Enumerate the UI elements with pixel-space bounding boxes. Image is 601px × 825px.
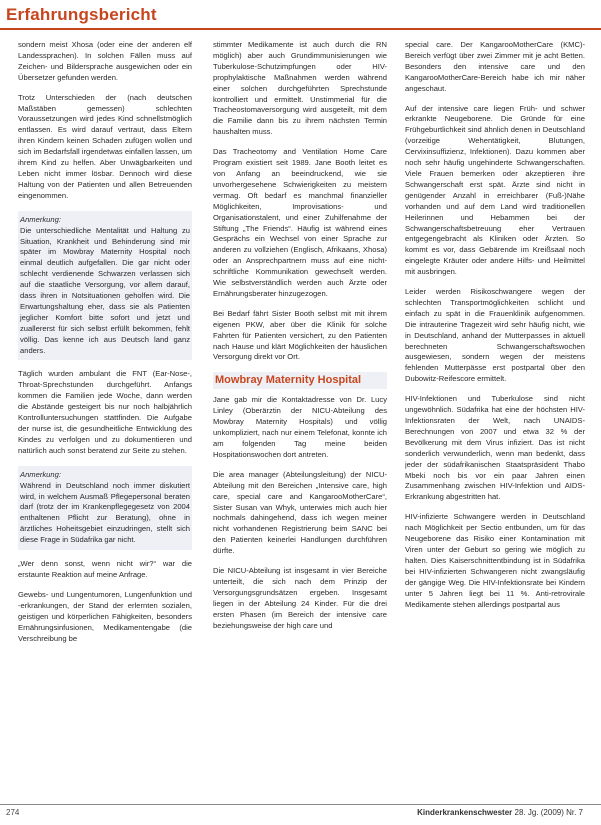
paragraph: Die NICU-Abteilung ist insgesamt in vier Bereiche unterteilt, die sich nach dem Prinzip der Versorgungsgrundsätzen ergeben. Insgesamt liegen in der Abteilung 24 Kinder. Für die drei ersten Phasen (im Bereich der intensive care beziehungsweise der high care und [213,566,387,630]
paragraph: HIV-infizierte Schwangere werden in Deutschland nach Möglichkeit per Sectio entbunden, um für das Neugeborene das Risiko einer Kontamination mit Viren unter der Geburt so gering wie möglich zu halten. Dies Kaiserschnittentbindung ist in Südafrika bei HIV-infizierten Schwangeren nicht zwangsläufig der gängige Weg. Die HIV-Infektionsrate bei Kindern unter 5 Jahren liegt bei 11 %. Anti-retrovirale Medikamente stehen allerdings postpartal aus [405,512,585,609]
note-block [18,211,192,361]
note-label: Anmerkung: [20,469,61,479]
note-block [18,466,192,550]
text-column-2 [213,40,387,800]
text-column-1 [18,40,192,800]
text-column-3 [405,40,585,800]
journal-footer [417,808,583,817]
note-text: Während in Deutschland noch immer diskutiert wird, in welchem Ausmaß Pflegepersonal beraten darf (trotz der im Krankenpflegegesetz von 2004 enthaltenen Pflicht zur Beratung), ohne in ärztliches Hoheitsgebiet einzudringen, stellt sich diese Frage in Südafrika gar nicht. [20,480,190,545]
note-text: Die unterschiedliche Mentalität und Haltung zu Situation, Krankheit und Behinderung sind mir später im Mowbray Maternity Hospital noch einmal deutlich aufgefallen. Die gar nicht oder schlecht verdienende Schwarzen verlassen sich auf die staatliche Versorgung, vor allem darauf, dass ihren in Notsituationen geholfen wird. Die Erwartungshaltung eher, dass sie als Patienten jeglicher Komfort bitte sofort und jetzt und zuallererst für sich selbst erfüllt bekommen, fehlt völlig. Das kenne ich aus Deutsch land ganz anders. [20,225,190,355]
subheading: Mowbray Maternity Hospital [213,372,387,389]
journal-name: Kinderkrankenschwester [417,808,513,817]
paragraph: HIV-Infektionen und Tuberkulose sind nicht ungewöhnlich. Südafrika hat eine der höchsten HIV-Infektionsraten der Welt, nach UNAIDS-Berechnungen von 2007 und etwa 32 % der Bevölkerung mit dem Virus infiziert. Das ist nicht sonderlich verwunderlich, wenn man bedenkt, dass jeder der südafrikanischen Staatspräsident Thabo Mbeki noch bis vor ein paar Jahren einen Zusammenhang zwischen HIV-Infektion und AIDS-Erkrankung abgestritten hat. [405,394,585,502]
paragraph: Die area manager (Abteilungsleitung) der NICU-Abteilung mit den Bereichen „Intensive care, high care, special care and KangarooMotherCare“, Sister Susan van Whyk, unterwies mich auch hier nochmals dahingehend, dass ich wegen meiner nicht vorhandenen Registrierung beim SANC bei den Patienten keinerlei Handlungen durchführen dürfte. [213,469,387,556]
paragraph: special care. Der KangarooMotherCare (KMC)-Bereich verfügt über zwei Zimmer mit je acht Betten. Besonders den intensive care und den KangarooMotherCare-Bereich habe ich mir näher angeschaut. [405,40,585,93]
paragraph: Das Tracheotomy and Ventilation Home Care Program existiert seit 1989. Jane Booth leitet es von Anfang an beeindruckend, wie sie unvorhergesehene Schwierigkeiten zu meistern vermag. Oft bedarf es manchmal finanzieller Möglichkeiten, Improvisations- und Organisationstalent, und einer Zuhilfenahme der Stiftung „The Friends“. Häufig ist während eines Gesprächs ein Wechsel von einer Sprache zur anderen zu vollziehen (Englisch, Afrikaans, Xhosa) oder an Ansprechpartnern muss auf eine nicht-schriftliche Kommunikation gewechselt werden. Wie selbstverständlich werden auch Ärzte oder Ernährungsberater hinzugezogen. [213,147,387,298]
paragraph: Gewebs- und Lungentumoren, Lungenfunktion und -erkrankungen, der Stand der erlernten sozialen, geistigen und körperlichen Fähigkeiten, besonders Ernährungsinfusionen, Medikamentengabe (die Verschreibung be [18,589,192,643]
paragraph: Trotz Unterschieden der (nach deutschen Maßstäben gemessen) schlechten Voraussetzungen wird jedes Kind schnellstmöglich entlassen. Es wird darauf vertraut, dass Eltern ihren Kindern keinen Schaden zufügen wollen und sich im Bedarfsfall irgendetwas einfallen lassen, um ihrem Kind zu helfen. Aber Unwägbarkeiten und Leben nicht immer lösbar. Dennoch wird diese Haltung von der Patienten und allen Betreuenden eingenommen. [18,92,192,200]
footer-rule [0,804,601,805]
journal-issue: 28. Jg. (2009) Nr. 7 [514,808,583,817]
section-label: Erfahrungsbericht [6,5,157,24]
paragraph: stimmter Medikamente ist auch durch die RN möglich) aber auch Grundimmunisierungen wie Tuberkulose-Schutzimpfungen oder HIV-prophylaktische Maßnahmen werden während einer solchen durchgeführten Sprechstunde kontrolliert und ermittelt. Unstimmerial für die Tracheostomaversorgung wird ausgeteilt, mit dem die Familie dann bis zu ihrem nächsten Termin haushalten muss. [213,40,387,137]
page-number: 274 [6,808,20,817]
paragraph: Täglich wurden ambulant die FNT (Ear-Nose-, Throat-Sprechstunden durchgeführt. Anfangs kommen die Familien jede Woche, dann werden die Abstände gesteigert bis nur noch halbjährlich Kontrolluntersuchungen stattfinden. Die Aufgabe der nurse ist, die gesundheitliche Entwicklung des Kindes zu verfolgen und zu dokumentieren und natürlich auch sonst beratend zur Seite zu stehen. [18,369,192,455]
paragraph: Auf der intensive care liegen Früh- und schwer erkrankte Neugeborene. Die Gründe für eine Frühgeburtlichkeit sind ähnlich denen in Deutschland (vorzeitige Wehentätigkeit, Blutungen, Cervixinsuffizienz, Infektionen). Dazu kommen aber noch sehr häufig ungehinderte Schwangerschaften. Viele Frauen bemerken oder akzeptieren ihre Schwangerschaft erst spät. Ärzte sind nicht in genügender Anzahl in erreichbarer (Fuß-)Nähe vorhanden und auf dem Land wird traditionellen Heilerinnen und Hebammen bei der Schwangerschaftsbetreuung eher Vertrauen entgegengebracht als Kliniken oder Ärzten. So kommt es vor, dass Gebärende im Kreißsaal noch eingelegte Kräuter oder andere Hilfs- und Heilmittel mit ausbringen. [405,103,585,277]
paragraph: Bei Bedarf fährt Sister Booth selbst mit mit ihrem eigenen PKW, aber über die Klinik für solche Fahrten für Patienten versichert, zu den Patienten nach Hause und klärt Möglichkeiten der häuslichen Versorgung direkt vor Ort. [213,308,387,362]
paragraph: Jane gab mir die Kontaktadresse von Dr. Lucy Linley (Oberärztin der NICU-Abteilung des Mowbray Maternity Hospitals) und völlig unkompliziert, nach nur einem Telefonat, konnte ich am folgenden Tag meine beiden Hospitationswochen dort antreten. [213,395,387,459]
quote: „Wer denn sonst, wenn nicht wir?“ war die erstaunte Reaktion auf meine Anfrage. [18,559,192,579]
paragraph: Leider werden Risikoschwangere wegen der schlechten Transportmöglichkeiten schlicht und einfach zu spät in die Frauenklinik aufgenommen. Die intrauterine Tragezeit wird sehr häufig nicht, wie in Deutschland, anhand der Mutterpasses in aktuell berechneten Schwangerschaftswochen ausgewiesen, sondern wegen der meistens fehlenden Mutterpässe erst postpartal über den Dubowitz-Reifescore ermittelt. [405,287,585,384]
note-label: Anmerkung: [20,214,61,224]
paragraph: sondern meist Xhosa (oder eine der anderen elf Landessprachen). In solchen Fällen muss auf Zeichen- und Bildersprache ausgewichen oder ein Übersetzer gefunden werden. [18,40,192,82]
header-rule [0,28,601,30]
